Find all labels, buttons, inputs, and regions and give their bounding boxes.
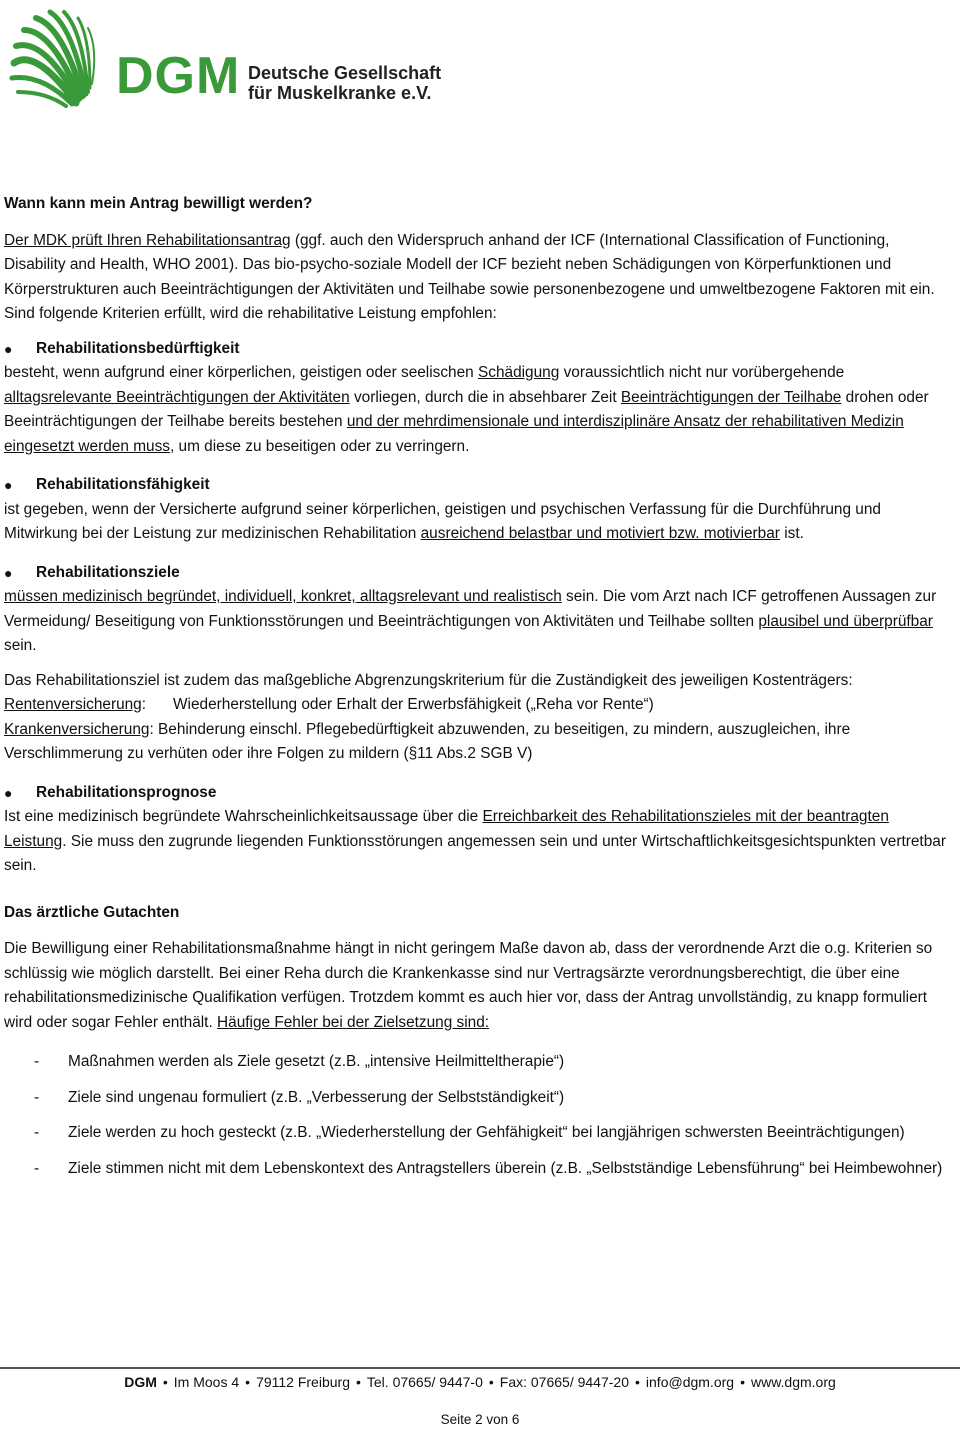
underlined-text: alltagsrelevante Beeinträchtigungen der Aktivitäten xyxy=(4,388,350,406)
intro-underlined: Der MDK prüft Ihren Rehabilitationsantrag xyxy=(4,231,291,249)
criterion-title: Rehabilitationsziele xyxy=(36,563,180,581)
text-run: besteht, wenn aufgrund einer körperlichen, geistigen oder seelischen xyxy=(4,364,478,381)
footer-org: DGM xyxy=(124,1374,157,1390)
underlined-text: Beeinträchtigungen der Teilhabe xyxy=(620,388,842,406)
footer-email-link[interactable]: info@dgm.org xyxy=(645,1374,735,1390)
error-list-item xyxy=(4,1121,954,1146)
kostentraeger-intro: Das Rehabilitationsziel ist zudem das maßgebliche Abgrenzungskriterium für die Zuständigkeit des jeweiligen Kostenträgers: xyxy=(4,671,853,689)
dash-icon: - xyxy=(34,1088,40,1106)
kranken-label: Krankenversicherung xyxy=(4,720,150,738)
page-number: Seite 2 von 6 xyxy=(440,1412,520,1427)
criterion-text xyxy=(4,361,954,459)
footer-website-link[interactable]: www.dgm.org xyxy=(750,1374,836,1390)
text-run: voraussichtlich nicht nur vorübergehende xyxy=(559,364,845,381)
criterion-title: Rehabilitationsbedürftigkeit xyxy=(36,339,240,357)
gutachten-body: Die Bewilligung einer Rehabilitationsmaßnahme hängt in nicht geringem Maße davon ab, dass der verordnende Arzt die o.g. Kriterien so schlüssig wie möglich darstellt. Bei einer Reha durch die Krankenkasse sind nur Vertragsärzte verordnungsberechtigt, die über eine rehabilitationsmedizinische Qualifikation verfügen. Trotzdem kommt es auch hier vor, dass der Antrag unvollständig, zu knapp formuliert wird oder sogar Fehler enthält. xyxy=(4,940,933,1031)
logo-abbreviation: DGM xyxy=(116,47,241,105)
underlined-text: plausibel und überprüfbar xyxy=(758,612,933,630)
kranken-line xyxy=(4,718,954,767)
error-text: Ziele sind ungenau formuliert (z.B. „Verbesserung der Selbstständigkeit“) xyxy=(68,1088,565,1106)
error-text: Maßnahmen werden als Ziele gesetzt (z.B. „intensive Heilmitteltherapie“) xyxy=(68,1053,565,1070)
intro-paragraph xyxy=(4,229,954,327)
section-title: Wann kann mein Antrag bewilligt werden? xyxy=(4,195,313,212)
underlined-text: Erreichbarkeit des Rehabilitationszieles mit der beantragten Leistung xyxy=(4,808,889,850)
criterion-text xyxy=(4,498,954,547)
error-text: Ziele stimmen nicht mit dem Lebenskontext des Antragstellers überein (z.B. „Selbstständige Lebensführung“ bei Heimbewohner) xyxy=(68,1159,943,1177)
bullet-icon: ● xyxy=(4,477,13,493)
kranken-text: : Behinderung einschl. Pflegebedürftigkeit abzuwenden, zu beseitigen, zu mindern, auszugleichen, ihre Verschlimmerung zu verhüten oder ihre Folgen zu mildern (§11 Abs.2 SGB V) xyxy=(4,720,851,762)
logo-line-1: Deutsche Gesellschaft xyxy=(248,63,442,83)
text-run: drohen oder Beeinträchtigungen der Teilhabe bereits bestehen xyxy=(4,388,929,430)
bullet-icon: • xyxy=(245,1374,251,1390)
footer-divider xyxy=(0,1367,960,1369)
error-list-item xyxy=(4,1050,954,1075)
criterion-title: Rehabilitationsprognose xyxy=(36,783,217,801)
dash-icon: - xyxy=(34,1159,40,1177)
gutachten-title: Das ärztliche Gutachten xyxy=(4,903,180,921)
dgm-logo xyxy=(6,8,446,108)
text-run: sein. Die vom Arzt nach ICF getroffenen Aussagen zur Vermeidung/ Beseitigung von Funktionsstörungen und Beeinträchtigungen von Aktivitäten und Teilhabe sollten xyxy=(4,588,937,630)
gutachten-underlined: Häufige Fehler bei der Zielsetzung sind: xyxy=(217,1013,490,1031)
gutachten-text xyxy=(4,937,954,1035)
document-body xyxy=(4,192,954,1181)
underlined-text: Schädigung xyxy=(478,364,560,381)
dash-icon: - xyxy=(34,1124,40,1141)
prognose-text xyxy=(4,805,954,879)
text-run: ist gegeben, wenn der Versicherte aufgrund seiner körperlichen, geistigen und psychischen Verfassung für die Durchführung und Mitwirkung bei der Leistung zur medizinischen Rehabilitation xyxy=(4,500,881,542)
footer-phone: Tel. 07665/ 9447-0 xyxy=(366,1374,483,1390)
error-list-item xyxy=(4,1086,954,1111)
error-list-item xyxy=(4,1157,954,1182)
text-run: Ist eine medizinisch begründete Wahrscheinlichkeitsaussage über die xyxy=(4,808,483,825)
bullet-icon: ● xyxy=(4,784,13,801)
rente-line: Rentenversicherung: Wiederherstellung oder Erhalt der Erwerbsfähigkeit („Reha vor Rente“) xyxy=(4,696,654,713)
footer-address: Im Moos 4 xyxy=(173,1374,240,1390)
underlined-text: und der mehrdimensionale und interdisziplinäre Ansatz der rehabilitativen Medizin eingesetzt werden muss xyxy=(4,413,904,455)
logo-org-name xyxy=(248,63,441,103)
bullet-icon: • xyxy=(740,1374,745,1390)
footer-contact xyxy=(0,1374,960,1390)
bullet-icon: ● xyxy=(4,564,13,581)
footer-city: 79112 Freiburg xyxy=(256,1374,350,1390)
text-run: vorliegen, durch die in absehbarer Zeit xyxy=(349,388,621,406)
criterion-heading xyxy=(4,781,954,806)
footer-fax: Fax: 07665/ 9447-20 xyxy=(499,1374,629,1390)
rente-text: Wiederherstellung oder Erhalt der Erwerbsfähigkeit („Reha vor Rente“) xyxy=(173,696,654,713)
rente-label: Rentenversicherung xyxy=(4,696,142,713)
dgm-leaf-icon xyxy=(6,8,116,108)
bullet-icon: • xyxy=(162,1374,168,1390)
underlined-text: müssen medizinisch begründet, individuell, konkret, alltagsrelevant und realistisch xyxy=(4,588,562,605)
criterion-heading xyxy=(4,337,954,362)
criterion-title: Rehabilitationsfähigkeit xyxy=(36,476,210,493)
logo-line-2: für Muskelkranke e.V. xyxy=(248,83,432,103)
bullet-icon: • xyxy=(635,1374,640,1390)
intro-text: (ggf. auch den Widerspruch anhand der ICF (International Classification of Functioning, Disability and Health, WHO 2001). Das bio-psycho-soziale Modell der ICF bezieht neben Schädigungen von Körperfunktionen und Körperstrukturen auch Beeinträchtigungen der Aktivitäten und Teilhabe sowie personenbezogene und umweltbezogene Faktoren mit ein. Sind folgende Kriterien erfüllt, wird die rehabilitative Leistung empfohlen: xyxy=(4,231,935,322)
error-text: Ziele werden zu hoch gesteckt (z.B. „Wiederherstellung der Gehfähigkeit“ bei langjährigen schwersten Beeinträchtigungen) xyxy=(68,1124,905,1141)
bullet-icon: • xyxy=(488,1374,494,1390)
dash-icon: - xyxy=(34,1053,40,1070)
text-run: ist. xyxy=(779,525,804,542)
text-run: . Sie muss den zugrunde liegenden Funktionsstörungen angemessen sein und unter Wirtschaftlichkeitsgesichtspunkten vertretbar sein. xyxy=(4,832,946,874)
bullet-icon: ● xyxy=(4,340,13,357)
criterion-text xyxy=(4,585,954,659)
bullet-icon: • xyxy=(355,1374,361,1390)
underlined-text: ausreichend belastbar und motiviert bzw. motivierbar xyxy=(420,525,780,542)
criterion-heading xyxy=(4,561,954,586)
text-run: , um diese zu beseitigen oder zu verringern. xyxy=(169,437,470,455)
text-run: sein. xyxy=(4,637,37,654)
criterion-heading xyxy=(4,473,954,498)
